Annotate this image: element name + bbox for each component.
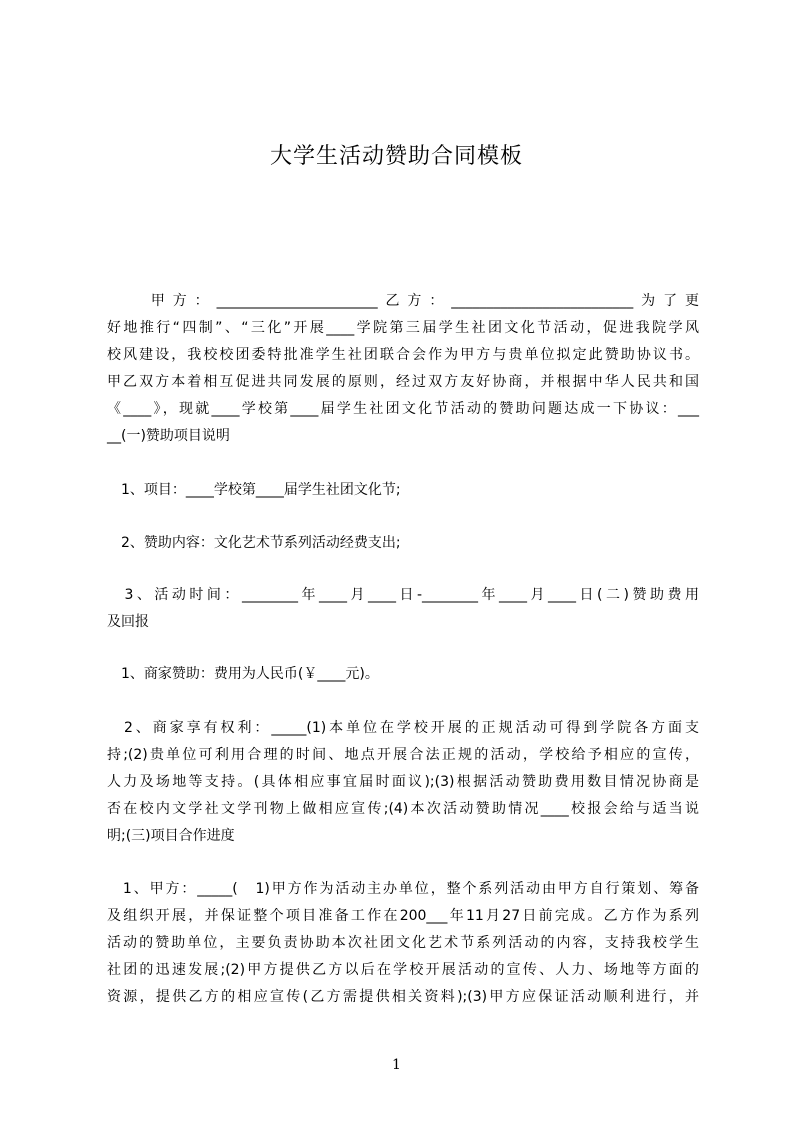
paragraph-line: 资源，提供乙方的相应宣传(乙方需提供相关资料);(3)甲方应保证活动顺利进行，并 — [107, 989, 699, 1005]
paragraph-line: 甲方：_______________________乙方：__________________________为了更 — [107, 293, 699, 309]
paragraph-line: 《____》，现就____学校第____届学生社团文化节活动的赞助问题达成一下协议：___ — [107, 401, 699, 417]
list-item: 2、商家享有权利：_____(1)本单位在学校开展的正规活动可得到学院各方面支 — [107, 720, 699, 736]
paragraph-line: 好地推行“四制”、“三化”开展____学院第三届学生社团文化节活动，促进我院学风 — [107, 320, 699, 336]
paragraph-line: 社团的迅速发展;(2)甲方提供乙方以后在学校开展活动的宣传、人力、场地等方面的 — [107, 962, 699, 978]
document-title: 大学生活动赞助合同模板 — [269, 144, 523, 169]
paragraph-line: 及组织开展，并保证整个项目准备工作在200___年11月27日前完成。乙方作为系列 — [107, 908, 699, 924]
section-heading: __(一)赞助项目说明 — [107, 428, 230, 444]
list-item: 1、项目：____学校第____届学生社团文化节; — [107, 482, 401, 498]
paragraph-line: 持;(2)贵单位可利用合理的时间、地点开展合法正规的活动，学校给予相应的宣传， — [107, 747, 699, 763]
page-number: 1 — [392, 1057, 401, 1073]
list-item: 1、甲方：_____( 1)甲方作为活动主办单位，整个系列活动由甲方自行策划、筹备 — [107, 881, 699, 897]
list-item: 1、商家赞助：费用为人民币(￥____元)。 — [107, 666, 379, 682]
section-heading: 明;(三)项目合作进度 — [107, 828, 235, 844]
paragraph-line: 活动的赞助单位，主要负责协助本次社团文化艺术节系列活动的内容，支持我校学生 — [107, 935, 699, 951]
paragraph-line: 校风建设，我校校团委特批准学生社团联合会作为甲方与贵单位拟定此赞助协议书。 — [107, 347, 699, 363]
paragraph-line: 及回报 — [107, 614, 149, 630]
list-item: 2、赞助内容：文化艺术节系列活动经费支出; — [107, 535, 401, 551]
list-item: 3、活动时间：________年____月____日-________年____月____日(二)赞助费用 — [107, 587, 699, 603]
paragraph-line: 甲乙双方本着相互促进共同发展的原则，经过双方友好协商，并根据中华人民共和国 — [107, 374, 699, 390]
paragraph-line: 否在校内文学社文学刊物上做相应宣传;(4)本次活动赞助情况____校报会给与适当说 — [107, 801, 699, 817]
paragraph-line: 人力及场地等支持。(具体相应事宜届时面议);(3)根据活动赞助费用数目情况协商是 — [107, 774, 699, 790]
